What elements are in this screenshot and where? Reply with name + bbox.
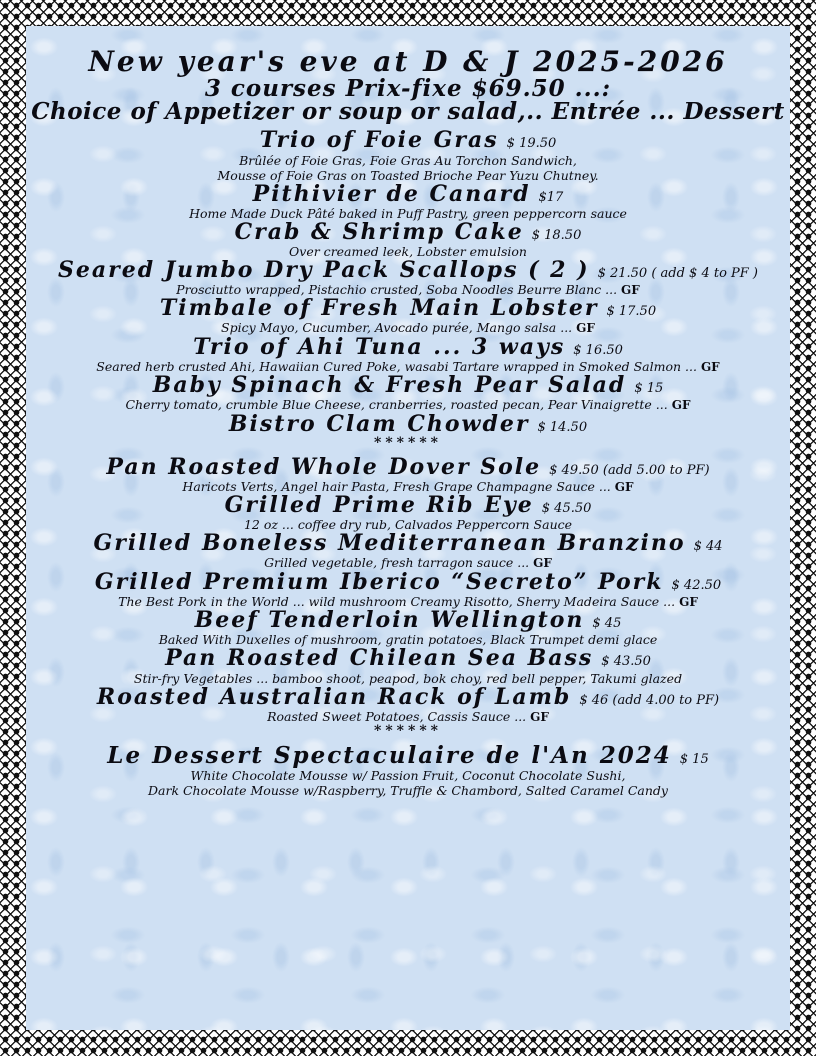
item-description: Cherry tomato, crumble Blue Cheese, cranberries, roasted pecan, Pear Vinaigrette ... — [125, 397, 668, 413]
item-description: Home Made Duck Pâté baked in Puff Pastry, green peppercorn sauce — [189, 205, 627, 221]
gluten-free-badge: GF — [533, 556, 552, 571]
item-name: Grilled Boneless Mediterranean Branzino — [93, 530, 686, 557]
menu-item-crab-shrimp-cake — [26, 218, 790, 259]
item-name: Crab & Shrimp Cake — [234, 218, 524, 245]
item-name: Timbale of Fresh Main Lobster — [159, 295, 599, 322]
gluten-free-badge: GF — [679, 594, 698, 609]
item-price: $ 19.50 — [506, 136, 557, 152]
item-name: Seared Jumbo Dry Pack Scallops ( 2 ) — [57, 256, 590, 283]
item-price: $17 — [538, 189, 564, 205]
gluten-free-badge: GF — [700, 359, 720, 374]
item-price: $ 21.50 ( add $ 4 to PF ) — [597, 265, 759, 281]
menu-item-prime-rib-eye — [26, 494, 790, 532]
item-price: $ 42.50 — [671, 577, 722, 593]
gluten-free-badge: GF — [621, 282, 640, 297]
item-description: White Chocolate Mousse w/ Passion Fruit, Coconut Chocolate Sushi, — [190, 768, 626, 784]
item-name: Pithivier de Canard — [252, 180, 531, 207]
item-name: Roasted Australian Rack of Lamb — [96, 683, 572, 710]
item-description: Spicy Mayo, Cucumber, Avocado purée, Mango salsa ... — [221, 320, 573, 336]
item-name: Trio of Ahi Tuna ... 3 ways — [193, 333, 566, 360]
item-price: $ 17.50 — [606, 304, 657, 320]
gluten-free-badge: GF — [614, 479, 634, 494]
item-name: Pan Roasted Whole Dover Sole — [106, 453, 542, 480]
menu-item-trio-of-ahi-tuna — [26, 333, 790, 374]
menu-item-branzino — [26, 532, 790, 570]
item-name: Beef Tenderloin Wellington — [194, 607, 585, 634]
section-separator: ****** — [374, 722, 442, 739]
menu-item-chilean-sea-bass — [26, 647, 790, 685]
menu-item-seared-scallops — [26, 256, 790, 297]
menu-title: New year's eve at D & J 2025-2026 — [88, 45, 728, 78]
item-name: Grilled Prime Rib Eye — [224, 492, 534, 519]
item-description: Baked With Duxelles of mushroom, gratin potatoes, Black Trumpet demi glace — [158, 632, 658, 648]
item-price: $ 43.50 — [601, 654, 651, 670]
item-description: Stir-fry Vegetables ... bamboo shoot, peapod, bok choy, red bell pepper, Takumi glazed — [133, 670, 683, 686]
item-name: Le Dessert Spectaculaire de l'An 2024 — [107, 741, 672, 769]
item-price: $ 15 — [634, 381, 664, 397]
item-description: 12 oz ... coffee dry rub, Calvados Peppercorn Sauce — [243, 517, 573, 533]
entree-list — [26, 453, 790, 724]
item-description: Dark Chocolate Mousse w/Raspberry, Truffle & Chambord, Salted Caramel Candy — [148, 783, 668, 799]
menu-item-beef-wellington — [26, 609, 790, 647]
item-price: $ 14.50 — [537, 419, 588, 435]
item-description: Haricots Verts, Angel hair Pasta, Fresh Grape Champagne Sauce ... — [182, 478, 611, 494]
item-price: $ 49.50 (add 5.00 to PF) — [549, 462, 710, 478]
menu-page — [26, 26, 790, 1030]
menu-item-spinach-pear-salad — [26, 374, 790, 412]
item-description: Roasted Sweet Potatoes, Cassis Sauce ... — [267, 708, 527, 724]
gluten-free-badge: GF — [576, 321, 595, 336]
item-price: $ 44 — [693, 539, 723, 555]
item-price: $ 15 — [679, 751, 709, 767]
item-price: $ 16.50 — [573, 342, 623, 358]
item-description: Brûlée of Foie Gras, Foie Gras Au Torchon Sandwich, — [239, 152, 577, 168]
menu-item-dessert — [26, 741, 790, 799]
item-description: The Best Pork in the World ... wild mushroom Creamy Risotto, Sherry Madeira Sauce ... — [118, 593, 676, 609]
item-name: Pan Roasted Chilean Sea Bass — [165, 645, 594, 672]
item-description: Mousse of Foie Gras on Toasted Brioche Pear Yuzu Chutney. — [217, 167, 599, 183]
item-name: Trio of Foie Gras — [259, 127, 499, 154]
menu-item-clam-chowder — [26, 410, 790, 437]
course-choice-line: Choice of Appetizer or soup or salad,.. Entrée ... Dessert — [31, 98, 785, 125]
section-separator: ****** — [374, 434, 442, 451]
item-description: Grilled vegetable, fresh tarragon sauce ... — [264, 555, 530, 571]
item-description: Prosciutto wrapped, Pistachio crusted, Soba Noodles Beurre Blanc ... — [176, 281, 618, 297]
menu-item-pithivier-de-canard — [26, 180, 790, 221]
menu-item-timbale-of-lobster — [26, 297, 790, 335]
gluten-free-badge: GF — [671, 398, 691, 413]
item-name: Baby Spinach & Fresh Pear Salad — [152, 372, 627, 399]
menu-item-rack-of-lamb — [26, 683, 790, 724]
gluten-free-badge: GF — [530, 709, 549, 724]
item-description: Seared herb crusted Ahi, Hawaiian Cured Poke, wasabi Tartare wrapped in Smoked Salmon ... — [96, 358, 697, 374]
item-price: $ 45 — [592, 616, 622, 632]
item-description: Over creamed leek, Lobster emulsion — [289, 243, 527, 259]
menu-item-iberico-pork — [26, 568, 790, 609]
item-price: $ 46 (add 4.00 to PF) — [579, 692, 720, 708]
prix-fixe-line: 3 courses Prix-fixe $69.50 ...: — [204, 74, 612, 102]
item-name: Grilled Premium Iberico “Secreto” Pork — [94, 568, 664, 595]
menu-item-dover-sole — [26, 453, 790, 494]
item-name: Bistro Clam Chowder — [228, 410, 530, 437]
item-price: $ 45.50 — [541, 501, 592, 517]
item-price: $ 18.50 — [531, 227, 582, 243]
appetizer-list — [26, 129, 790, 435]
menu-item-trio-of-foie-gras — [26, 129, 790, 182]
